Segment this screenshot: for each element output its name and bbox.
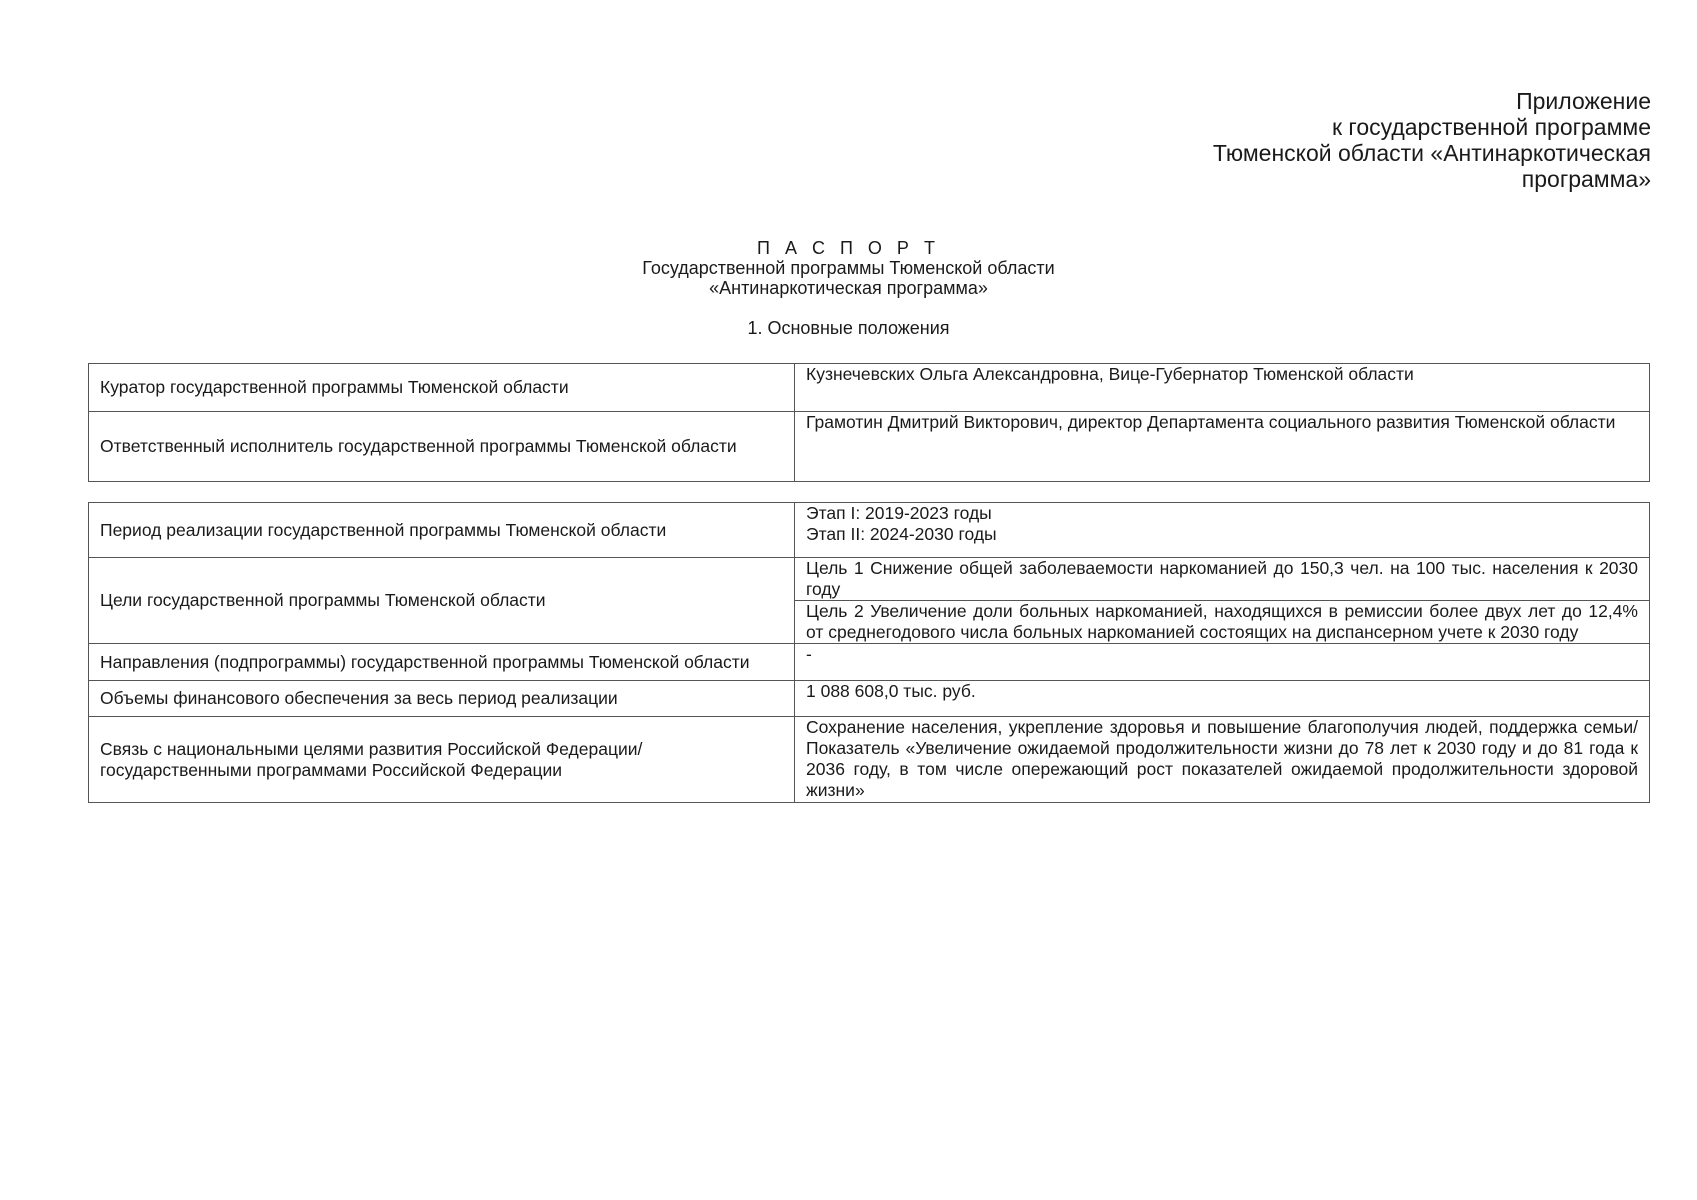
table-row-link — [89, 717, 1650, 803]
row-value: 1 088 608,0 тыс. руб. — [795, 681, 1650, 717]
goal-2: Цель 2 Увеличение доли больных наркоманией, находящихся в ремиссии более двух лет до 12,4% от среднегодового числа больных наркоманией состоящих на диспансерном учете к 2030 году — [795, 601, 1650, 644]
goal-1: Цель 1 Снижение общей заболеваемости наркоманией до 150,3 чел. на 100 тыс. населения к 2030 году — [795, 558, 1650, 601]
appendix-line: Приложение — [1516, 88, 1651, 114]
row-label: Ответственный исполнитель государственной программы Тюменской области — [89, 412, 795, 482]
row-value — [795, 503, 1650, 558]
table-row-period — [89, 503, 1650, 558]
appendix-note — [1213, 88, 1651, 192]
label-line: государственными программами Российской Федерации — [100, 759, 563, 780]
row-label — [89, 717, 795, 803]
row-label: Объемы финансового обеспечения за весь период реализации — [89, 681, 795, 717]
table-row-funding — [89, 681, 1650, 717]
stage-1: Этап I: 2019-2023 годы — [806, 503, 992, 523]
row-label: Направления (подпрограммы) государственной программы Тюменской области — [89, 644, 795, 681]
stage-2: Этап II: 2024-2030 годы — [806, 524, 997, 544]
basic-info-table — [88, 363, 1650, 482]
row-value: - — [795, 644, 1650, 681]
label-line: Связь с национальными целями развития Российской Федерации/ — [100, 738, 643, 759]
table-row-goals — [89, 558, 1650, 601]
row-label: Куратор государственной программы Тюменской области — [89, 364, 795, 412]
table-row-directions — [89, 644, 1650, 681]
row-label: Цели государственной программы Тюменской области — [89, 558, 795, 644]
document-subtitle: «Антинаркотическая программа» — [709, 278, 988, 298]
section-title: 1. Основные положения — [747, 318, 950, 338]
table-row — [89, 412, 1650, 482]
document-subtitle: Государственной программы Тюменской области — [642, 258, 1055, 278]
document-heading — [0, 238, 1697, 338]
table-row — [89, 364, 1650, 412]
row-value: Сохранение населения, укрепление здоровья и повышение благополучия людей, поддержка семьи/Показатель «Увеличение ожидаемой продолжительности жизни до 78 лет к 2030 году и до 81 года к 2036 году, в том числе опережающий рост показателей ожидаемой продолжительности здоровой жизни» — [795, 717, 1650, 803]
appendix-line: к государственной программе — [1331, 114, 1651, 140]
row-label: Период реализации государственной программы Тюменской области — [89, 503, 795, 558]
row-value: Кузнечевских Ольга Александровна, Вице-Губернатор Тюменской области — [795, 364, 1650, 412]
appendix-line: Тюменской области «Антинаркотическая — [1212, 140, 1651, 166]
program-details-table — [88, 502, 1650, 803]
document-title: П А С П О Р Т — [757, 238, 940, 258]
row-value: Грамотин Дмитрий Викторович, директор Департамента социального развития Тюменской области — [795, 412, 1650, 482]
appendix-line: программа» — [1521, 166, 1651, 192]
